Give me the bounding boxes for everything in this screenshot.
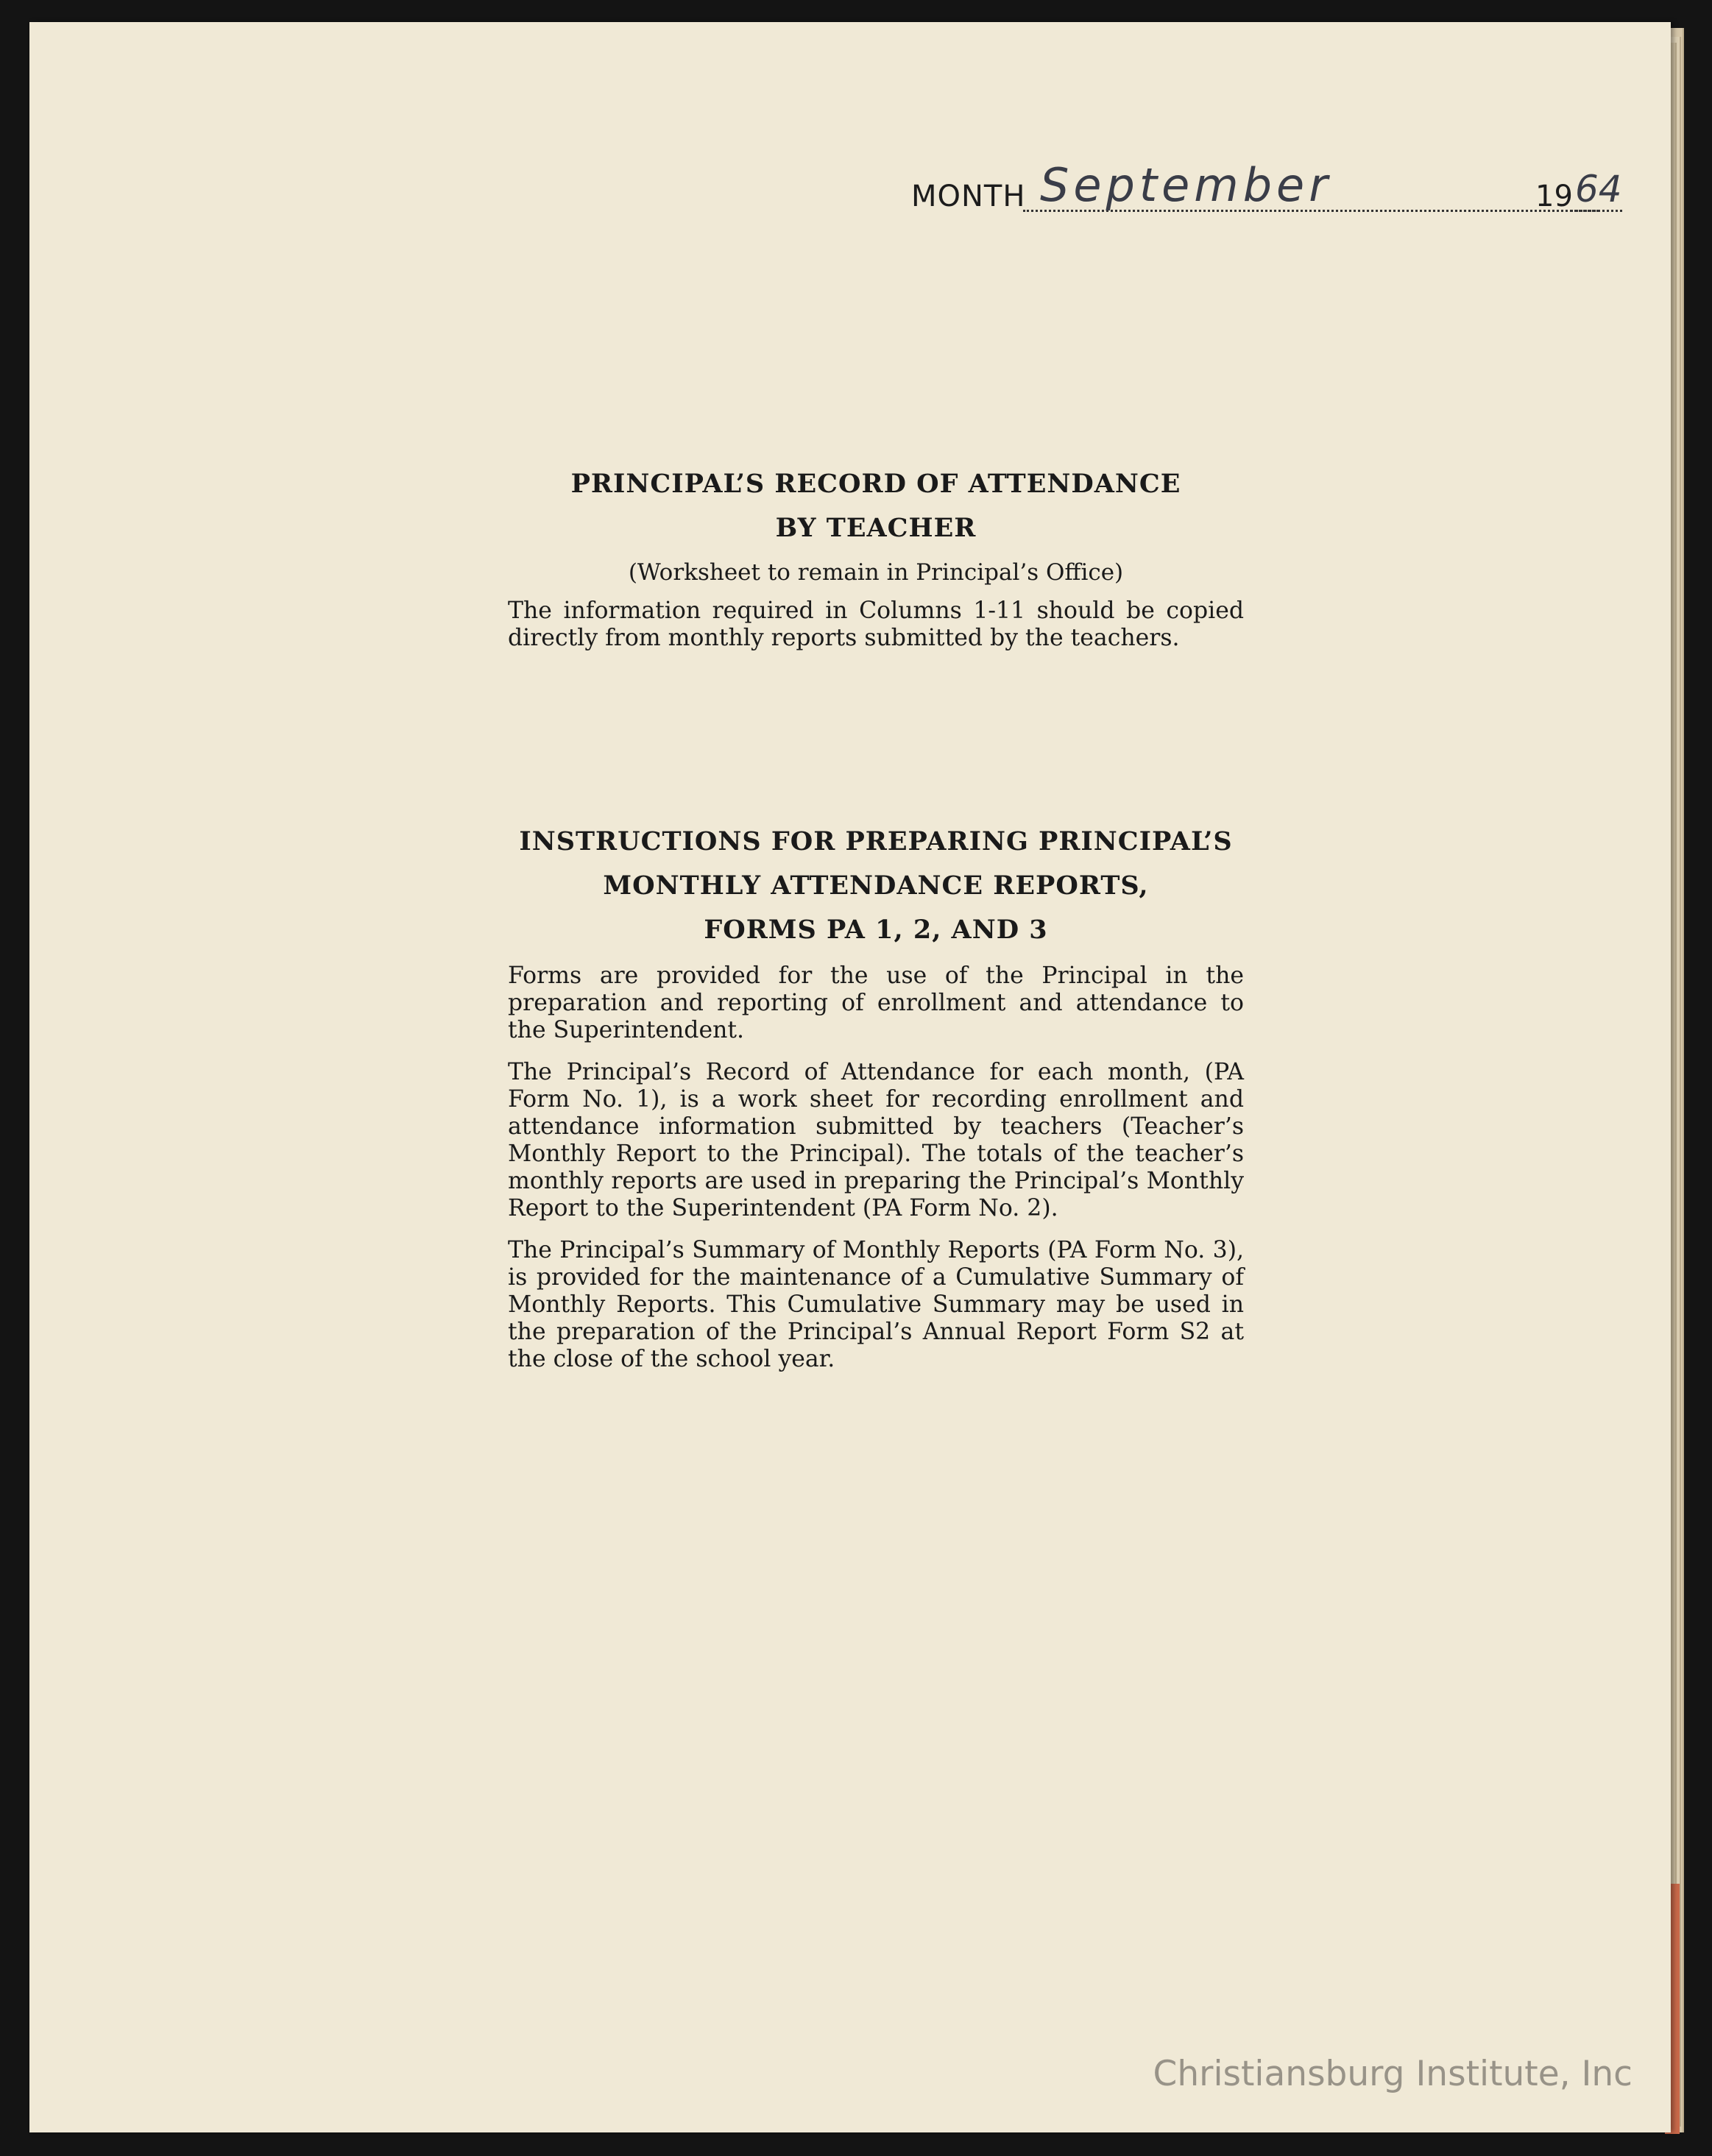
year-handwritten-value: 64	[1575, 168, 1622, 210]
section1-heading-line2: BY TEACHER	[775, 513, 977, 543]
section1-subheading: (Worksheet to remain in Principal’s Office)	[628, 559, 1124, 586]
instructions-paragraph: Forms are provided for the use of the Principal in the preparation and reporting of enrollment and attendance to the Superintendent.	[508, 962, 1244, 1043]
section2-heading-line1: INSTRUCTIONS FOR PREPARING PRINCIPAL’S	[519, 826, 1233, 857]
year-label: 19	[1535, 180, 1573, 213]
section2-heading-line2: MONTHLY ATTENDANCE REPORTS,	[603, 870, 1149, 901]
watermark-text: Christiansburg Institute, Inc	[1153, 2054, 1633, 2094]
month-label: MONTH	[911, 180, 1026, 213]
section1-heading-line1: PRINCIPAL’S RECORD OF ATTENDANCE	[570, 469, 1181, 499]
document-page	[29, 22, 1671, 2132]
instructions-section	[508, 820, 1244, 1388]
month-handwritten-value: September	[1040, 158, 1332, 212]
month-year-field	[882, 160, 1640, 227]
instructions-paragraph: The Principal’s Record of Attendance for each month, (PA Form No. 1), is a work sheet for recording enrollment and attendance information submitted by teachers (Teacher’s Monthly Report to the Principal). The totals of the teacher’s monthly reports are used in preparing the Principal’s Monthly Report to the Superintendent (PA Form No. 2).	[508, 1059, 1244, 1221]
attendance-record-section	[508, 462, 1244, 667]
section1-paragraph: The information required in Columns 1-11 should be copied directly from monthly reports submitted by the teachers.	[508, 597, 1244, 651]
section2-heading-line3: FORMS PA 1, 2, AND 3	[704, 915, 1048, 945]
instructions-paragraph: The Principal’s Summary of Monthly Reports (PA Form No. 3), is provided for the maintenance of a Cumulative Summary of Monthly Reports. This Cumulative Summary may be used in the preparation of the Principal’s Annual Report Form S2 at the close of the school year.	[508, 1237, 1244, 1372]
